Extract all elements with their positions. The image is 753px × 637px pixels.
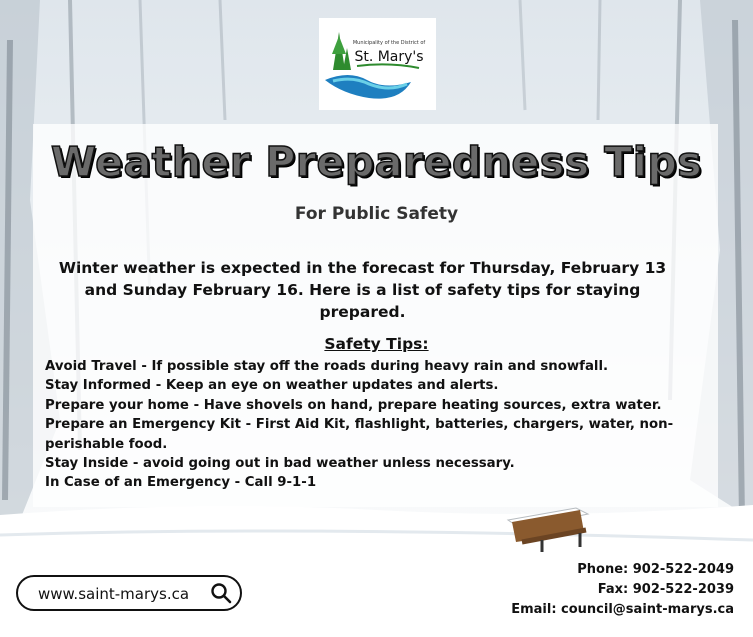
tips-list [45, 357, 715, 493]
svg-text:St. Mary's: St. Mary's [354, 49, 424, 65]
page-subtitle: For Public Safety [294, 204, 459, 224]
tip-item: In Case of an Emergency - Call 9-1-1 [45, 475, 317, 491]
tip-item: Prepare your home - Have shovels on hand, prepare heating sources, extra water. [45, 397, 662, 413]
website-search-bar[interactable] [16, 575, 242, 611]
website-url[interactable]: www.saint-marys.ca [38, 585, 190, 603]
intro-text: Winter weather is expected in the forecast for Thursday, February 13 and Sunday February 16. Here is a list of safety tips for staying prepared. [58, 259, 667, 321]
email-address[interactable]: Email: council@saint-marys.ca [511, 602, 734, 617]
contact-info [511, 560, 734, 620]
tip-item: Stay Informed - Keep an eye on weather updates and alerts. [45, 378, 499, 394]
tip-item: Prepare an Emergency Kit - First Aid Kit, flashlight, batteries, chargers, water, non-perishable food. [45, 417, 674, 452]
fax-number: Fax: 902-522-2039 [597, 582, 734, 597]
tip-item: Avoid Travel - If possible stay off the roads during heavy rain and snowfall. [45, 359, 609, 374]
municipality-logo [319, 18, 436, 110]
page-title: Weather Preparedness Tips [50, 138, 703, 186]
svg-text:Municipality of the District o: Municipality of the District of [352, 40, 426, 46]
phone-number: Phone: 902-522-2049 [577, 562, 734, 577]
tips-heading: Safety Tips: [324, 335, 429, 353]
tip-item: Stay Inside - avoid going out in bad weather unless necessary. [45, 456, 515, 472]
search-icon[interactable] [210, 582, 232, 604]
